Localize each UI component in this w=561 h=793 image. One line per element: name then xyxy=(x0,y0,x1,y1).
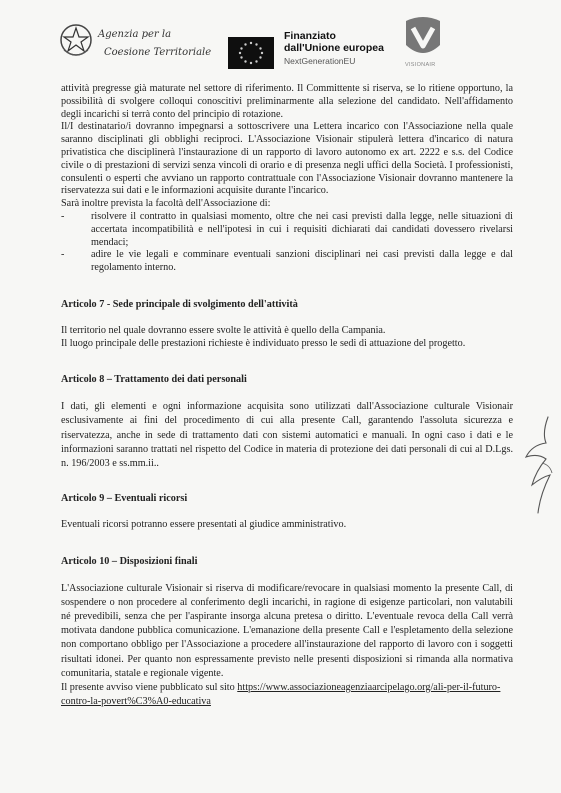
agency-line-2: Coesione Territoriale xyxy=(104,47,212,58)
document-body xyxy=(61,83,513,709)
article-10-paragraph-1: L'Associazione culturale Visionair si riserva di modificare/revocare in qualsiasi momento la presente Call, di sospendere o non procedere al conferimento degli incarichi, in ragione di esigenze particolari, non valutabili né prevedibili, senza che per l'aspirante insorga alcuna pretesa o diritto. L'eventuale revoca della Call verrà motivata dandone pubblica comunicazione. L'emanazione della presente Call e l'espletamento della selezione non comportano obbligo per l'Associazione a procedere all'instaurazione del rapporto di lavoro con i soggetti risultati idonei. Per quanto non espressamente previsto nelle presenti disposizioni si rimanda alla normativa comunitaria, statale e regionale vigente. xyxy=(61,582,513,679)
article-9-paragraph: Eventuali ricorsi potranno essere presentati al giudice amministrativo. xyxy=(61,518,347,530)
eu-line-2: dall'Unione europea xyxy=(284,42,384,54)
article-7-paragraph-2: Il luogo principale delle prestazioni richieste è individuato presso le sedi di attuazione del progetto. xyxy=(61,337,466,349)
article-8-paragraph: I dati, gli elementi e ogni informazione acquisita sono utilizzati dall'Associazione culturale Visionair esclusivamente ai fini del procedimento di cui alla presente Call, garantendo l'assoluta sicurezza e riservatezza, anche in sede di trattamento dati con sistemi automatici e manuali. In ogni caso i dati e le informazioni saranno trattati nel rispetto del Codice in materia di protezione dei dati personali di cui al D.Lgs. n. 196/2003 e ss.mm.ii.. xyxy=(61,401,513,469)
publication-prefix: Il presente avviso viene pubblicato sul sito xyxy=(61,681,238,693)
list-item-text: risolvere il contratto in qualsiasi momento, oltre che nei casi previsti dalla legge, nelle situazioni di accertata incompatibilità e nell'ipotesi in cui i requisiti dichiarati dai candidati dovessero rivelarsi mendaci; xyxy=(91,210,513,248)
article-7-heading: Articolo 7 - Sede principale di svolgimento dell'attività xyxy=(61,298,298,310)
article-10-paragraph-2 xyxy=(61,681,513,709)
visionair-logo-icon xyxy=(402,15,444,59)
list-item-text: adire le vie legali e comminare eventuali sanzioni disciplinari nei casi previsti dalla legge e dal regolamento interno. xyxy=(91,249,513,274)
publication-link[interactable]: https://www.associazioneagenziaarcipelago.org/ali-per-il-futuro-contro-la-povert%C3%A0-educativa xyxy=(61,681,501,708)
bullet-dash: - xyxy=(61,210,65,222)
agency-line-1: Agenzia per la xyxy=(98,29,172,40)
eu-line-1: Finanziato xyxy=(284,30,336,42)
article-10-heading: Articolo 10 – Disposizioni finali xyxy=(61,555,198,567)
article-7-paragraph-1: Il territorio nel quale dovranno essere svolte le attività è quello della Campania. xyxy=(61,324,386,336)
eu-line-3: NextGenerationEU xyxy=(284,56,356,66)
article-8-heading: Articolo 8 – Trattamento dei dati personali xyxy=(61,374,247,386)
eu-funding-label xyxy=(284,30,384,68)
bullet-dash: - xyxy=(61,249,65,261)
article-9-heading: Articolo 9 – Eventuali ricorsi xyxy=(61,493,188,505)
handwritten-signature-icon xyxy=(512,415,556,515)
visionair-logo-label: VISIONAIR xyxy=(405,62,436,68)
intro-paragraph-3: Sarà inoltre prevista la facoltà dell'Associazione di: xyxy=(61,198,271,210)
intro-paragraph-2: Il/I destinatario/i dovranno impegnarsi a sottoscrivere una Lettera incarico con l'Associazione nella quale saranno disciplinati gli obblighi reciproci. L'Associazione Visionair stipulerà lettera d'incarico di natura privatistica che disciplinerà l'instaurazione di un rapporto di lavoro autonomo ex art. 2222 e s.s. del Codice civile o di prestazioni di servizi senza vincoli di orario e di presenza negli uffici della Società. I professionisti, consulenti o esperti che avviano un rapporto contrattuale con l'Associazione Visionair dovranno mantenere la riservatezza sui dati e le informazioni acquisite durante l'incarico. xyxy=(61,121,513,197)
agency-wordmark xyxy=(98,26,211,62)
list-item xyxy=(61,249,513,275)
list-item xyxy=(61,211,513,249)
eu-flag-icon xyxy=(228,37,274,69)
intro-paragraph-1: attività pregresse già maturate nel settore di riferimento. Il Committente si riserva, se lo ritiene opportuno, la possibilità di svolgere colloqui conoscitivi preliminarmente alla selezione del candidato. Nell'affidamento degli incarichi si terrà conto del principio di rotazione. xyxy=(61,83,513,120)
italian-republic-emblem-icon xyxy=(58,20,94,60)
